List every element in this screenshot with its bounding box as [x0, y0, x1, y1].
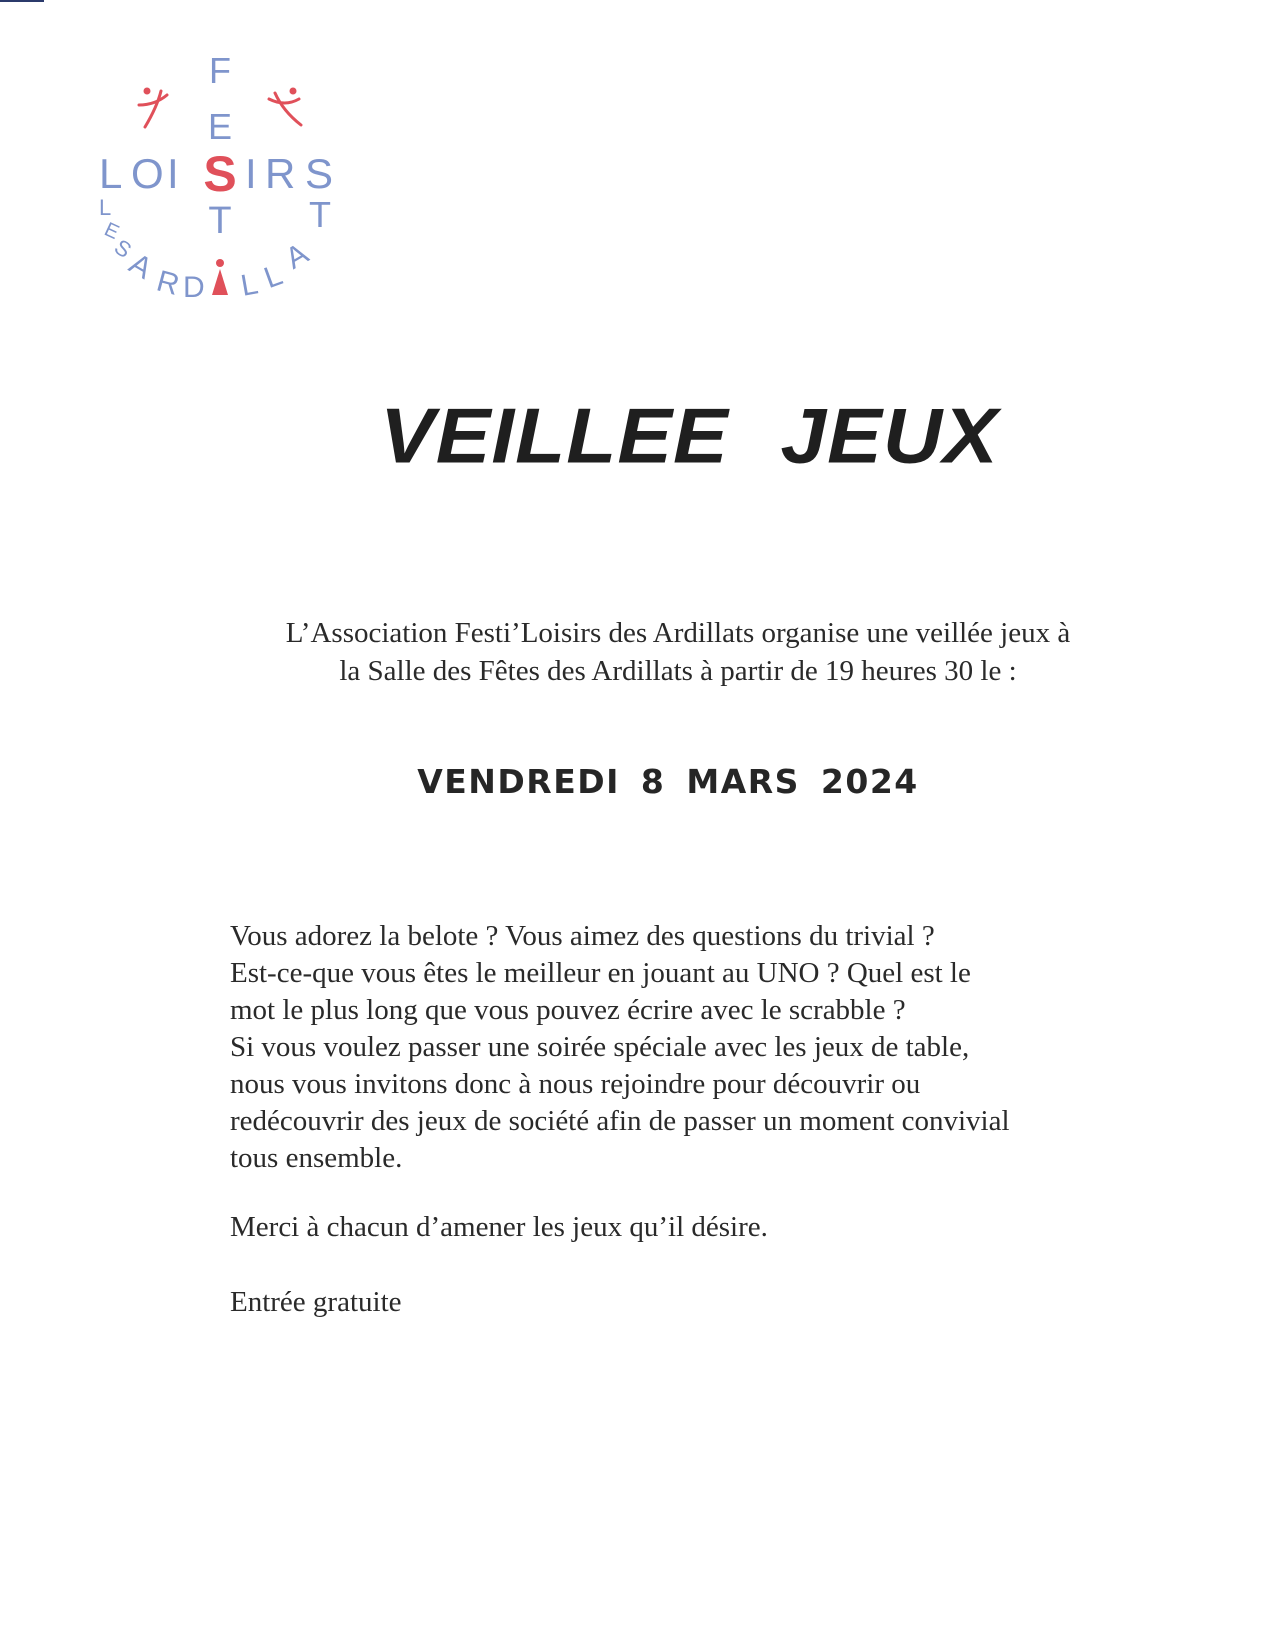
- entry-fee-note: Entrée gratuite: [230, 1286, 402, 1318]
- event-date: VENDREDI 8 MARS 2024: [417, 762, 919, 801]
- description-line: redécouvrir des jeux de société afin de passer un moment convivial: [230, 1105, 1010, 1137]
- logo-arc-s: S: [109, 234, 137, 263]
- intro-line-1: L’Association Festi’Loisirs des Ardillats organise une veillée jeux à: [285, 617, 1071, 649]
- logo-arc-e: E: [100, 218, 123, 245]
- logo-letter-i: I: [167, 150, 179, 197]
- logo-arc-l2: L: [259, 258, 287, 296]
- logo-letter-i2: I: [245, 150, 257, 197]
- logo-letter-l: L: [99, 150, 123, 197]
- festi-loisirs-logo: [95, 55, 355, 315]
- description-line: nous vous invitons donc à nous rejoindre pour découvrir ou: [230, 1068, 921, 1100]
- description-line: mot le plus long que vous pouvez écrire avec le scrabble ?: [230, 994, 906, 1026]
- logo-letter-s-center: S: [203, 146, 237, 202]
- logo-graphic: [95, 55, 355, 315]
- description-paragraph: [230, 918, 1110, 1177]
- thanks-note: Merci à chacun d’amener les jeux qu’il désire.: [230, 1211, 768, 1243]
- description-line: tous ensemble.: [230, 1142, 403, 1174]
- description-line: Vous adorez la belote ? Vous aimez des questions du trivial ?: [230, 920, 935, 952]
- left-figure-icon: [139, 88, 167, 128]
- logo-arc-a: A: [123, 247, 158, 286]
- logo-arc-t: T: [309, 194, 331, 235]
- logo-arc-a2: A: [280, 237, 314, 276]
- logo-letter-o: O: [131, 150, 164, 197]
- logo-arc-d: D: [183, 271, 205, 304]
- logo-letter-t: T: [208, 200, 232, 242]
- logo-letter-e: E: [207, 106, 233, 147]
- logo-arc-l1: L: [238, 267, 261, 303]
- intro-line-2: la Salle des Fêtes des Ardillats à partir de 19 heures 30 le :: [339, 655, 1017, 687]
- logo-letter-f: F: [209, 55, 231, 91]
- intro-paragraph: [228, 614, 1128, 690]
- logo-arc-r: R: [153, 264, 183, 302]
- logo-arc-l: L: [99, 195, 112, 220]
- logo-letter-r: R: [265, 150, 296, 197]
- scan-edge-mark: [0, 0, 44, 2]
- logo-letter-s: S: [305, 150, 334, 197]
- description-line: Si vous voulez passer une soirée spéciale avec les jeux de table,: [230, 1031, 970, 1063]
- pawn-icon: [212, 259, 228, 295]
- page-title: VEILLEE JEUX: [380, 392, 999, 480]
- description-line: Est-ce-que vous êtes le meilleur en jouant au UNO ? Quel est le: [230, 957, 971, 989]
- right-figure-icon: [269, 88, 301, 126]
